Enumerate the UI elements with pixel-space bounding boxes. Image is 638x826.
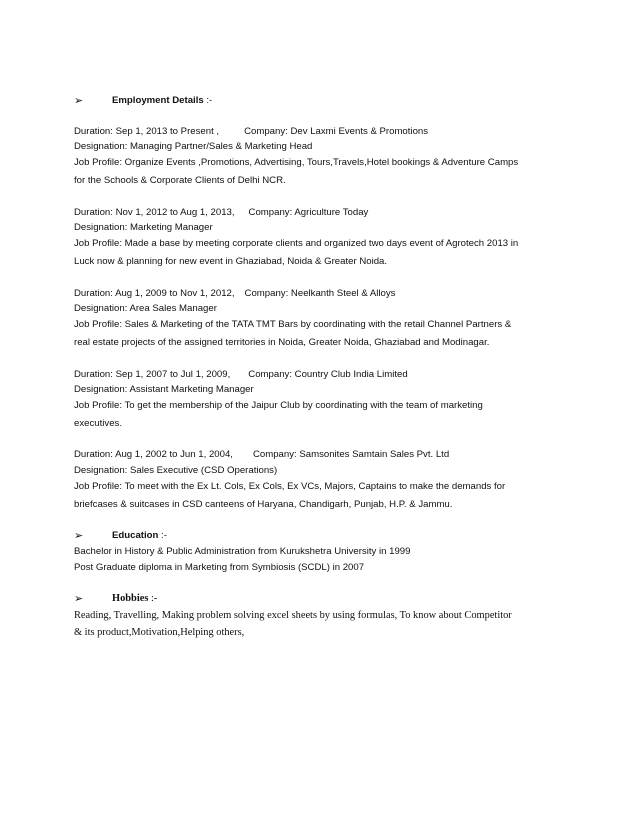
arrow-bullet-icon: ➢	[74, 530, 84, 542]
job-profile-cont: real estate projects of the assigned territories in Noida, Greater Noida, Ghaziabad and Modinagar.	[74, 337, 490, 348]
section-title: Employment Details :-	[112, 95, 213, 106]
job-duration: Duration: Sep 1, 2007 to Jul 1, 2009,	[74, 369, 231, 380]
job-designation: Designation: Area Sales Manager	[74, 303, 217, 314]
job-designation: Designation: Managing Partner/Sales & Marketing Head	[74, 141, 313, 152]
job-company: Company: Agriculture Today	[248, 207, 369, 218]
section-title: Hobbies :-	[112, 593, 158, 604]
hobbies-text: Reading, Travelling, Making problem solving excel sheets by using formulas, To know about Competitor	[74, 610, 512, 621]
job-duration-company	[74, 126, 428, 138]
job-duration-company	[74, 369, 408, 381]
job-duration-company	[74, 207, 368, 219]
job-designation: Designation: Assistant Marketing Manager	[74, 384, 254, 395]
job-designation: Designation: Marketing Manager	[74, 222, 213, 233]
section-title: Education :-	[112, 530, 167, 541]
job-duration-company	[74, 288, 395, 300]
job-company: Company: Samsonites Samtain Sales Pvt. Ltd	[252, 449, 450, 460]
job-profile: Job Profile: Made a base by meeting corporate clients and organized two days event of Agrotech 2013 in	[74, 238, 519, 249]
job-profile-cont: for the Schools & Corporate Clients of Delhi NCR.	[74, 175, 286, 186]
job-company: Company: Dev Laxmi Events & Promotions	[244, 126, 429, 137]
job-profile: Job Profile: Organize Events ,Promotions, Advertising, Tours,Travels,Hotel bookings & Adventure Camps	[74, 157, 519, 168]
job-profile: Job Profile: To meet with the Ex Lt. Cols, Ex Cols, Ex VCs, Majors, Captains to make the demands for	[74, 481, 506, 492]
job-duration-company	[74, 449, 449, 461]
job-duration: Duration: Sep 1, 2013 to Present ,	[74, 126, 220, 137]
education-item: Post Graduate diploma in Marketing from Symbiosis (SCDL) in 2007	[74, 562, 365, 573]
job-duration: Duration: Aug 1, 2009 to Nov 1, 2012,	[74, 288, 235, 299]
job-duration: Duration: Aug 1, 2002 to Jun 1, 2004,	[74, 449, 233, 460]
job-company: Company: Neelkanth Steel & Alloys	[244, 288, 396, 299]
job-profile-cont: briefcases & suitcases in CSD canteens of Haryana, Chandigarh, Punjab, H.P. & Jammu.	[74, 499, 453, 510]
arrow-bullet-icon: ➢	[74, 95, 84, 107]
job-profile-cont: executives.	[74, 418, 122, 429]
job-company: Company: Country Club India Limited	[248, 369, 408, 380]
job-designation: Designation: Sales Executive (CSD Operations)	[74, 465, 278, 476]
job-profile: Job Profile: To get the membership of the Jaipur Club by coordinating with the team of marketing	[74, 400, 483, 411]
arrow-bullet-icon: ➢	[74, 593, 84, 605]
hobbies-text-cont: & its product,Motivation,Helping others,	[74, 627, 245, 638]
education-item: Bachelor in History & Public Administration from Kurukshetra University in 1999	[74, 546, 411, 557]
job-profile-cont: Luck now & planning for new event in Ghaziabad, Noida & Greater Noida.	[74, 256, 388, 267]
job-duration: Duration: Nov 1, 2012 to Aug 1, 2013,	[74, 207, 235, 218]
job-profile: Job Profile: Sales & Marketing of the TATA TMT Bars by coordinating with the retail Channel Partners &	[74, 319, 512, 330]
